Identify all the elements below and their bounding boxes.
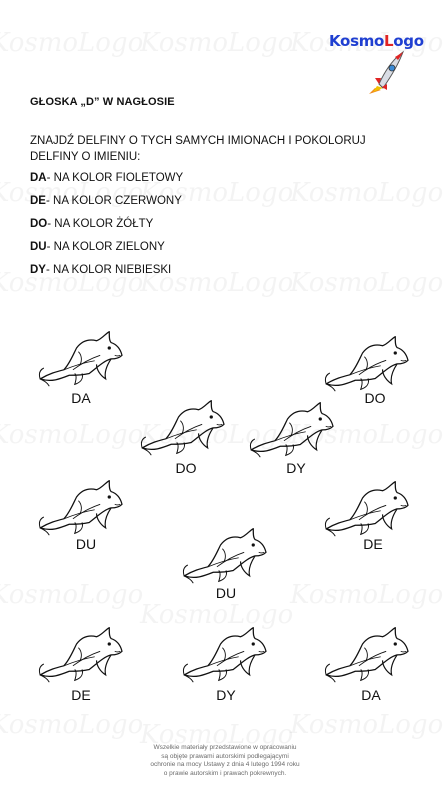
rule-da [30, 172, 183, 184]
dolphin-outline[interactable] [176, 525, 276, 585]
instruction-text: ZNAJDŹ DELFINY O TYCH SAMYCH IMIONACH I POKOLORUJ DELFINY O IMIENIU: [30, 135, 366, 163]
dolphin-label: DU [75, 536, 97, 552]
watermark [140, 28, 293, 58]
rule-syllable: DE [30, 195, 46, 207]
page-title: GŁOSKA „D” W NAGŁOSIE [30, 96, 175, 108]
watermark [290, 710, 443, 740]
dolphin-outline[interactable] [318, 478, 418, 538]
rule-text: - NA KOLOR FIOLETOWY [46, 172, 184, 184]
rule-syllable: DU [30, 241, 47, 253]
rule-do [30, 218, 153, 230]
rule-de [30, 195, 182, 207]
watermark [290, 268, 443, 298]
rocket-icon [367, 48, 407, 94]
rule-text: - NA KOLOR ŻÓŁTY [47, 218, 154, 230]
dolphin-label: DY [286, 460, 306, 476]
dolphin-outline[interactable] [134, 397, 234, 457]
logo-part-2: L [384, 32, 394, 50]
dolphin-outline[interactable] [318, 333, 418, 393]
rule-syllable: DO [30, 218, 48, 230]
rule-syllable: DY [30, 264, 46, 276]
rule-text: - NA KOLOR ZIELONY [46, 241, 165, 253]
dolphin-label: DA [361, 687, 381, 703]
dolphin-outline[interactable] [32, 477, 132, 537]
watermark [290, 178, 443, 208]
copyright-footer: Wszelkie materiały przedstawione w opracowaniu są objęte prawami autorskimi podlegającymi ochronie na mocy Ustawy z dnia 4 lutego 1994 roku o prawie autorskim i prawach pokrewnych. [150, 744, 300, 777]
dolphin-label: DA [71, 390, 91, 406]
watermark [0, 580, 143, 610]
rule-dy [30, 264, 171, 276]
dolphin-outline[interactable] [32, 328, 132, 388]
dolphin-label: DO [364, 390, 386, 406]
dolphin-label: DE [71, 687, 91, 703]
logo-part-1: Kosmo [329, 32, 385, 50]
watermark [290, 580, 443, 610]
rule-text: - NA KOLOR NIEBIESKI [45, 264, 172, 276]
dolphin-outline[interactable] [32, 624, 132, 684]
watermark [0, 710, 143, 740]
logo-part-3: ogo [393, 32, 424, 50]
kosmologo-logo [329, 30, 429, 95]
rule-du [30, 241, 165, 253]
rule-text: - NA KOLOR CZERWONY [45, 195, 182, 207]
dolphin-outline[interactable] [243, 399, 343, 459]
watermark [0, 420, 143, 450]
dolphin-label: DY [216, 687, 236, 703]
dolphin-label: DU [215, 585, 237, 601]
dolphin-label: DE [363, 536, 383, 552]
rule-syllable: DA [30, 172, 47, 184]
dolphin-label: DO [175, 460, 197, 476]
dolphin-outline[interactable] [176, 624, 276, 684]
watermark [0, 28, 143, 58]
dolphin-outline[interactable] [318, 624, 418, 684]
